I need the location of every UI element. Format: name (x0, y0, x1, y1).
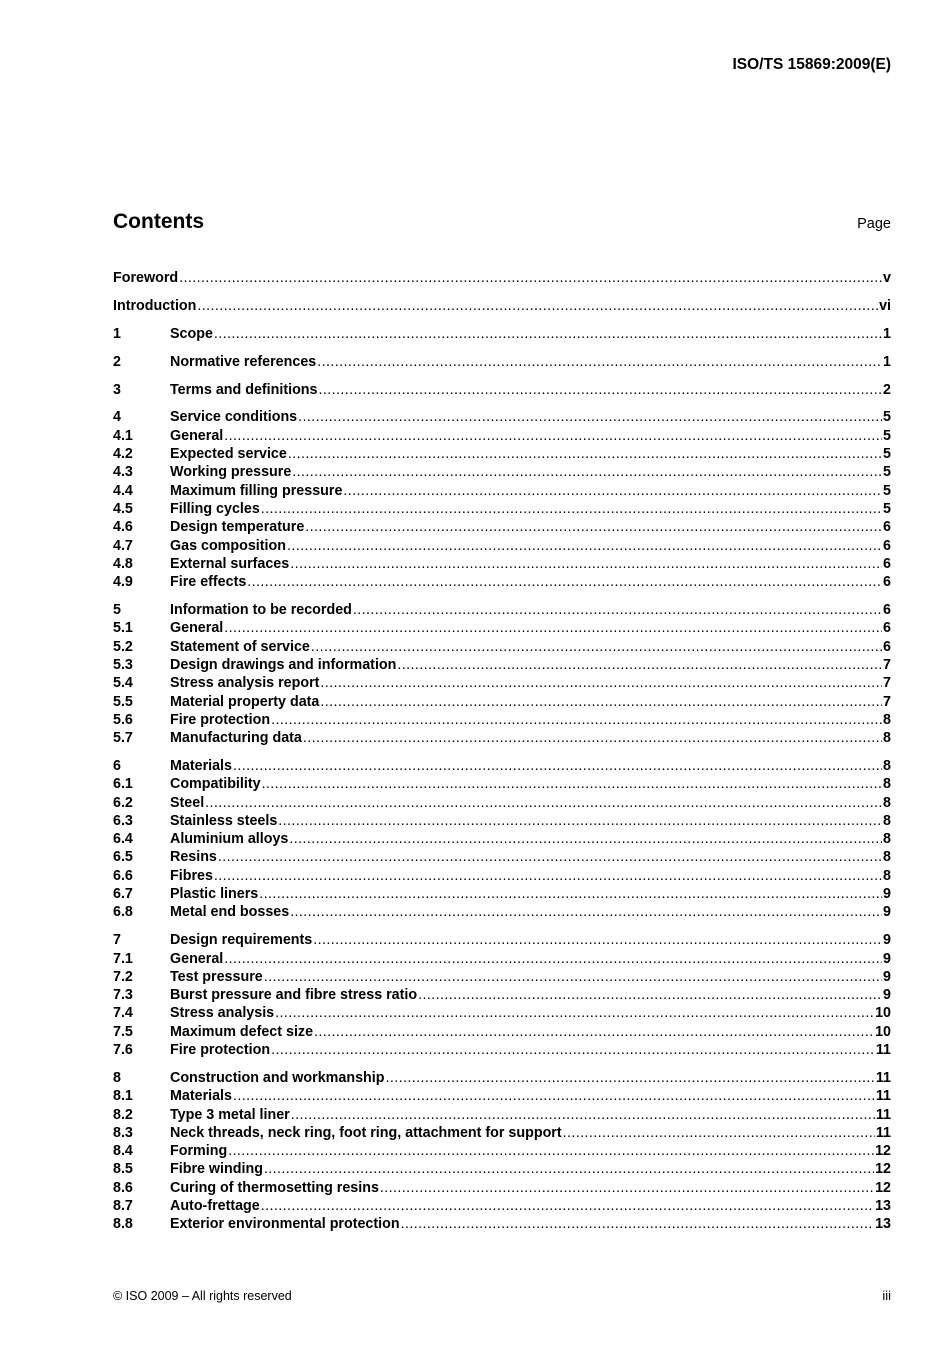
toc-entry-label: Fibres (170, 867, 213, 884)
toc-entry-number: 5.6 (113, 711, 133, 728)
toc-dot-leader (289, 830, 882, 848)
toc-entry[interactable] (113, 711, 891, 729)
toc-dot-leader (179, 269, 882, 287)
toc-entry-number: 7.4 (113, 1005, 133, 1022)
toc-entry-number: 8.6 (113, 1179, 133, 1196)
toc-dot-leader (418, 986, 882, 1004)
toc-entry-number: 5.1 (113, 620, 133, 637)
toc-dot-leader (563, 1124, 875, 1142)
toc-entry[interactable] (113, 1124, 891, 1142)
toc-entry[interactable] (113, 986, 891, 1004)
toc-dot-leader (224, 619, 882, 637)
toc-entry-label: Test pressure (170, 968, 263, 985)
toc-entry[interactable] (113, 1179, 891, 1197)
toc-dot-leader (287, 537, 882, 555)
toc-entry-page: 8 (883, 757, 891, 774)
toc-entry[interactable] (113, 775, 891, 793)
copyright-notice: © ISO 2009 – All rights reserved (113, 1289, 292, 1303)
toc-entry[interactable] (113, 757, 891, 775)
toc-entry-number: 5.7 (113, 730, 133, 747)
table-of-contents (113, 269, 891, 1234)
toc-entry-label: Scope (170, 325, 213, 342)
toc-entry-label: External surfaces (170, 555, 290, 572)
toc-entry-page: 7 (883, 656, 891, 673)
toc-entry-label: Filling cycles (170, 500, 260, 517)
toc-entry-label: Expected service (170, 446, 287, 463)
toc-entry-page: 5 (883, 427, 891, 444)
toc-dot-leader (288, 445, 882, 463)
toc-entry-number: 4.1 (113, 427, 133, 444)
toc-dot-leader (264, 1160, 874, 1178)
toc-entry-number: 6.7 (113, 886, 133, 903)
toc-entry-number: 4.3 (113, 464, 133, 481)
toc-entry[interactable] (113, 601, 891, 619)
toc-dot-leader (319, 381, 883, 399)
toc-entry-label: Stress analysis (170, 1005, 275, 1022)
toc-entry-page: 6 (883, 574, 891, 591)
toc-entry-label: Curing of thermosetting resins (170, 1179, 379, 1196)
toc-entry-number: 8.5 (113, 1161, 133, 1178)
toc-entry[interactable] (113, 867, 891, 885)
page-column-label: Page (857, 216, 891, 232)
toc-entry-page: 7 (883, 693, 891, 710)
toc-entry-label: Working pressure (170, 464, 292, 481)
toc-entry-number: 5.2 (113, 638, 133, 655)
toc-entry[interactable] (113, 1004, 891, 1022)
toc-dot-leader (197, 297, 878, 315)
toc-entry-number: 4.8 (113, 555, 133, 572)
toc-entry-page: 11 (875, 1069, 891, 1086)
toc-entry-number: 5 (113, 602, 121, 619)
toc-entry-number: 8.7 (113, 1198, 133, 1214)
toc-entry[interactable] (113, 427, 891, 445)
toc-entry-label: Neck threads, neck ring, foot ring, attachment for support (170, 1124, 562, 1141)
toc-entry-page: 1 (883, 325, 891, 342)
toc-entry-page: 9 (883, 932, 891, 949)
toc-entry-number: 2 (113, 353, 121, 370)
toc-entry[interactable] (113, 693, 891, 711)
toc-entry[interactable] (113, 1041, 891, 1059)
toc-entry-label: Materials (170, 757, 232, 774)
toc-entry[interactable] (113, 950, 891, 968)
toc-entry[interactable] (113, 1197, 891, 1215)
toc-entry[interactable] (113, 573, 891, 591)
toc-entry-page: 5 (883, 409, 891, 426)
toc-dot-leader (261, 1197, 874, 1215)
toc-entry-page: 12 (875, 1143, 891, 1160)
toc-entry-number: 8.3 (113, 1124, 133, 1141)
toc-entry-label: Information to be recorded (170, 602, 352, 619)
toc-entry-page: 11 (875, 1042, 891, 1059)
toc-entry[interactable] (113, 1087, 891, 1105)
toc-entry-number: 3 (113, 381, 121, 398)
toc-entry-page: 8 (883, 794, 891, 811)
toc-dot-leader (261, 500, 882, 518)
toc-entry-label: Foreword (113, 270, 179, 286)
toc-entry-number: 8.8 (113, 1216, 133, 1233)
toc-entry-number: 5.5 (113, 693, 133, 710)
toc-entry-number: 6.2 (113, 794, 133, 811)
toc-entry-label: Type 3 metal liner (170, 1106, 290, 1123)
toc-entry-label: Gas composition (170, 537, 286, 554)
toc-entry-number: 4.9 (113, 574, 133, 591)
toc-entry-number: 6.3 (113, 812, 133, 829)
toc-entry-label: Materials (170, 1088, 232, 1105)
toc-entry-number: 7.3 (113, 987, 133, 1004)
toc-entry-label: Steel (170, 794, 205, 811)
toc-entry-label: Exterior environmental protection (170, 1216, 400, 1233)
toc-entry[interactable] (113, 269, 891, 287)
toc-dot-leader (228, 1142, 874, 1160)
toc-entry-label: Design temperature (170, 519, 305, 536)
toc-dot-leader (353, 601, 882, 619)
toc-entry-label: Metal end bosses (170, 904, 290, 921)
toc-dot-leader (214, 867, 882, 885)
toc-entry[interactable] (113, 297, 891, 315)
toc-dot-leader (290, 555, 882, 573)
toc-dot-leader (317, 353, 882, 371)
toc-entry-label: Plastic liners (170, 886, 259, 903)
toc-entry[interactable] (113, 1106, 891, 1124)
toc-entry[interactable] (113, 968, 891, 986)
toc-entry-page: 8 (883, 711, 891, 728)
toc-entry[interactable] (113, 656, 891, 674)
toc-entry-page: 9 (883, 904, 891, 921)
toc-entry-number: 4.5 (113, 500, 133, 517)
toc-entry-number: 8.2 (113, 1106, 133, 1123)
toc-entry-label: Maximum defect size (170, 1023, 314, 1040)
toc-entry-label: Statement of service (170, 638, 310, 655)
toc-entry[interactable] (113, 1023, 891, 1041)
toc-entry-label: Normative references (170, 353, 317, 370)
toc-entry[interactable] (113, 830, 891, 848)
toc-entry[interactable] (113, 500, 891, 518)
toc-entry[interactable] (113, 1069, 891, 1087)
toc-dot-leader (247, 573, 882, 591)
toc-entry-page: 13 (875, 1216, 891, 1233)
toc-dot-leader (305, 518, 882, 536)
toc-entry-page: 9 (883, 886, 891, 903)
toc-entry-label: General (170, 950, 224, 967)
toc-entry-page: 9 (883, 968, 891, 985)
toc-dot-leader (291, 1106, 875, 1124)
toc-entry-label: General (170, 427, 224, 444)
toc-entry[interactable] (113, 931, 891, 949)
page-number: iii (882, 1288, 891, 1303)
toc-entry-label: Introduction (113, 297, 197, 314)
page-title: Contents (113, 210, 204, 233)
toc-dot-leader (224, 950, 882, 968)
toc-entry-number: 4.6 (113, 519, 133, 536)
toc-entry-label: Stainless steels (170, 812, 278, 829)
toc-dot-leader (224, 427, 882, 445)
toc-dot-leader (233, 757, 882, 775)
toc-entry-page: 11 (875, 1106, 891, 1123)
toc-entry-page: 8 (883, 730, 891, 747)
toc-entry-page: 6 (883, 638, 891, 655)
toc-entry[interactable] (113, 445, 891, 463)
toc-entry-number: 8.4 (113, 1143, 133, 1160)
toc-dot-leader (314, 1023, 874, 1041)
toc-dot-leader (303, 729, 882, 747)
toc-entry-number: 8.1 (113, 1088, 133, 1105)
toc-dot-leader (259, 885, 882, 903)
toc-dot-leader (271, 1041, 875, 1059)
toc-entry-page: 5 (883, 500, 891, 517)
toc-dot-leader (298, 408, 882, 426)
toc-dot-leader (292, 463, 882, 481)
toc-entry-number: 6.1 (113, 776, 133, 793)
toc-entry-page: 11 (875, 1124, 891, 1141)
toc-entry-label: Design requirements (170, 932, 313, 949)
toc-entry[interactable] (113, 555, 891, 573)
toc-entry-label: Design drawings and information (170, 656, 397, 673)
toc-entry-page: 12 (875, 1179, 891, 1196)
toc-entry-label: Construction and workmanship (170, 1069, 385, 1086)
toc-entry-number: 6.5 (113, 849, 133, 866)
toc-entry-page: 6 (883, 620, 891, 637)
toc-entry-label: Service conditions (170, 409, 298, 426)
toc-entry-page: 1 (883, 353, 891, 370)
toc-entry-label: Terms and definitions (170, 381, 318, 398)
toc-entry-page: 10 (875, 1005, 891, 1022)
toc-entry-page: 8 (883, 812, 891, 829)
toc-dot-leader (205, 794, 882, 812)
toc-entry-page: 6 (883, 537, 891, 554)
toc-entry-page: 5 (883, 482, 891, 499)
toc-entry-label: Auto-frettage (170, 1198, 260, 1214)
toc-dot-leader (262, 775, 882, 793)
toc-entry[interactable] (113, 463, 891, 481)
toc-entry-page: 11 (875, 1088, 891, 1105)
toc-entry-label: Material property data (170, 693, 320, 710)
toc-entry[interactable] (113, 482, 891, 500)
toc-entry[interactable] (113, 729, 891, 747)
document-id: ISO/TS 15869:2009(E) (732, 56, 891, 73)
toc-dot-leader (275, 1004, 874, 1022)
toc-dot-leader (320, 674, 882, 692)
toc-dot-leader (385, 1069, 874, 1087)
toc-entry-number: 7.2 (113, 968, 133, 985)
toc-entry[interactable] (113, 381, 891, 399)
toc-entry-label: Compatibility (170, 776, 261, 793)
toc-entry-label: Maximum filling pressure (170, 482, 343, 499)
toc-entry-page: 6 (883, 555, 891, 572)
toc-entry-number: 4 (113, 409, 121, 426)
toc-entry-page: 9 (883, 950, 891, 967)
toc-entry-number: 7.5 (113, 1023, 133, 1040)
toc-entry-label: Fire effects (170, 574, 247, 591)
toc-entry-number: 5.3 (113, 656, 133, 673)
toc-entry-number: 4.2 (113, 446, 133, 463)
toc-entry-page: 8 (883, 776, 891, 793)
toc-entry[interactable] (113, 537, 891, 555)
toc-entry-page: 10 (875, 1023, 891, 1040)
toc-entry[interactable] (113, 794, 891, 812)
toc-entry[interactable] (113, 1142, 891, 1160)
toc-dot-leader (401, 1215, 875, 1233)
toc-entry-page: 12 (875, 1161, 891, 1178)
toc-entry[interactable] (113, 638, 891, 656)
toc-entry-number: 6.6 (113, 867, 133, 884)
toc-entry-number: 1 (113, 325, 121, 342)
toc-entry-page: 8 (883, 849, 891, 866)
toc-dot-leader (311, 638, 882, 656)
toc-entry-page: 6 (883, 519, 891, 536)
toc-entry-label: Resins (170, 849, 217, 866)
toc-entry[interactable] (113, 674, 891, 692)
toc-dot-leader (233, 1087, 875, 1105)
toc-entry[interactable] (113, 353, 891, 371)
toc-entry[interactable] (113, 903, 891, 921)
toc-dot-leader (380, 1179, 874, 1197)
toc-dot-leader (320, 693, 882, 711)
toc-dot-leader (397, 656, 882, 674)
toc-dot-leader (264, 968, 882, 986)
toc-entry-label: Forming (170, 1143, 228, 1160)
toc-entry-page: 7 (883, 675, 891, 692)
toc-entry-page: vi (879, 297, 891, 314)
toc-entry-number: 5.4 (113, 675, 133, 692)
toc-dot-leader (313, 931, 882, 949)
toc-entry-number: 7.1 (113, 950, 133, 967)
toc-entry-label: Fire protection (170, 1042, 271, 1059)
toc-entry[interactable] (113, 518, 891, 536)
toc-entry-page: 2 (883, 381, 891, 398)
toc-entry-number: 4.7 (113, 537, 133, 554)
toc-entry[interactable] (113, 848, 891, 866)
toc-entry-page: 8 (883, 831, 891, 848)
toc-dot-leader (218, 848, 882, 866)
toc-entry-number: 7 (113, 932, 121, 949)
toc-entry-label: Stress analysis report (170, 675, 320, 692)
toc-entry-number: 4.4 (113, 482, 133, 499)
toc-dot-leader (271, 711, 882, 729)
toc-entry[interactable] (113, 619, 891, 637)
toc-entry-number: 6.4 (113, 831, 133, 848)
toc-entry-page: 5 (883, 464, 891, 481)
toc-entry-page: 8 (883, 867, 891, 884)
toc-entry-page: 9 (883, 987, 891, 1004)
toc-dot-leader (278, 812, 882, 830)
toc-entry-label: Fibre winding (170, 1161, 263, 1178)
toc-entry-page: 6 (883, 602, 891, 619)
toc-entry-label: Fire protection (170, 711, 271, 728)
toc-entry[interactable] (113, 885, 891, 903)
toc-entry-page: 5 (883, 446, 891, 463)
toc-dot-leader (343, 482, 882, 500)
toc-entry-number: 8 (113, 1069, 121, 1086)
toc-entry-label: General (170, 620, 224, 637)
toc-dot-leader (214, 325, 882, 343)
toc-entry-label: Manufacturing data (170, 730, 302, 747)
toc-entry-label: Burst pressure and fibre stress ratio (170, 987, 418, 1004)
toc-entry[interactable] (113, 1160, 891, 1178)
toc-entry[interactable] (113, 325, 891, 343)
toc-entry-number: 7.6 (113, 1042, 133, 1059)
toc-entry-number: 6.8 (113, 904, 133, 921)
toc-entry-page: v (883, 270, 891, 286)
toc-dot-leader (290, 903, 882, 921)
toc-entry-label: Aluminium alloys (170, 831, 289, 848)
toc-entry-number: 6 (113, 757, 121, 774)
toc-entry[interactable] (113, 408, 891, 426)
toc-entry[interactable] (113, 812, 891, 830)
toc-entry-page: 13 (875, 1198, 891, 1214)
toc-entry[interactable] (113, 1215, 891, 1233)
